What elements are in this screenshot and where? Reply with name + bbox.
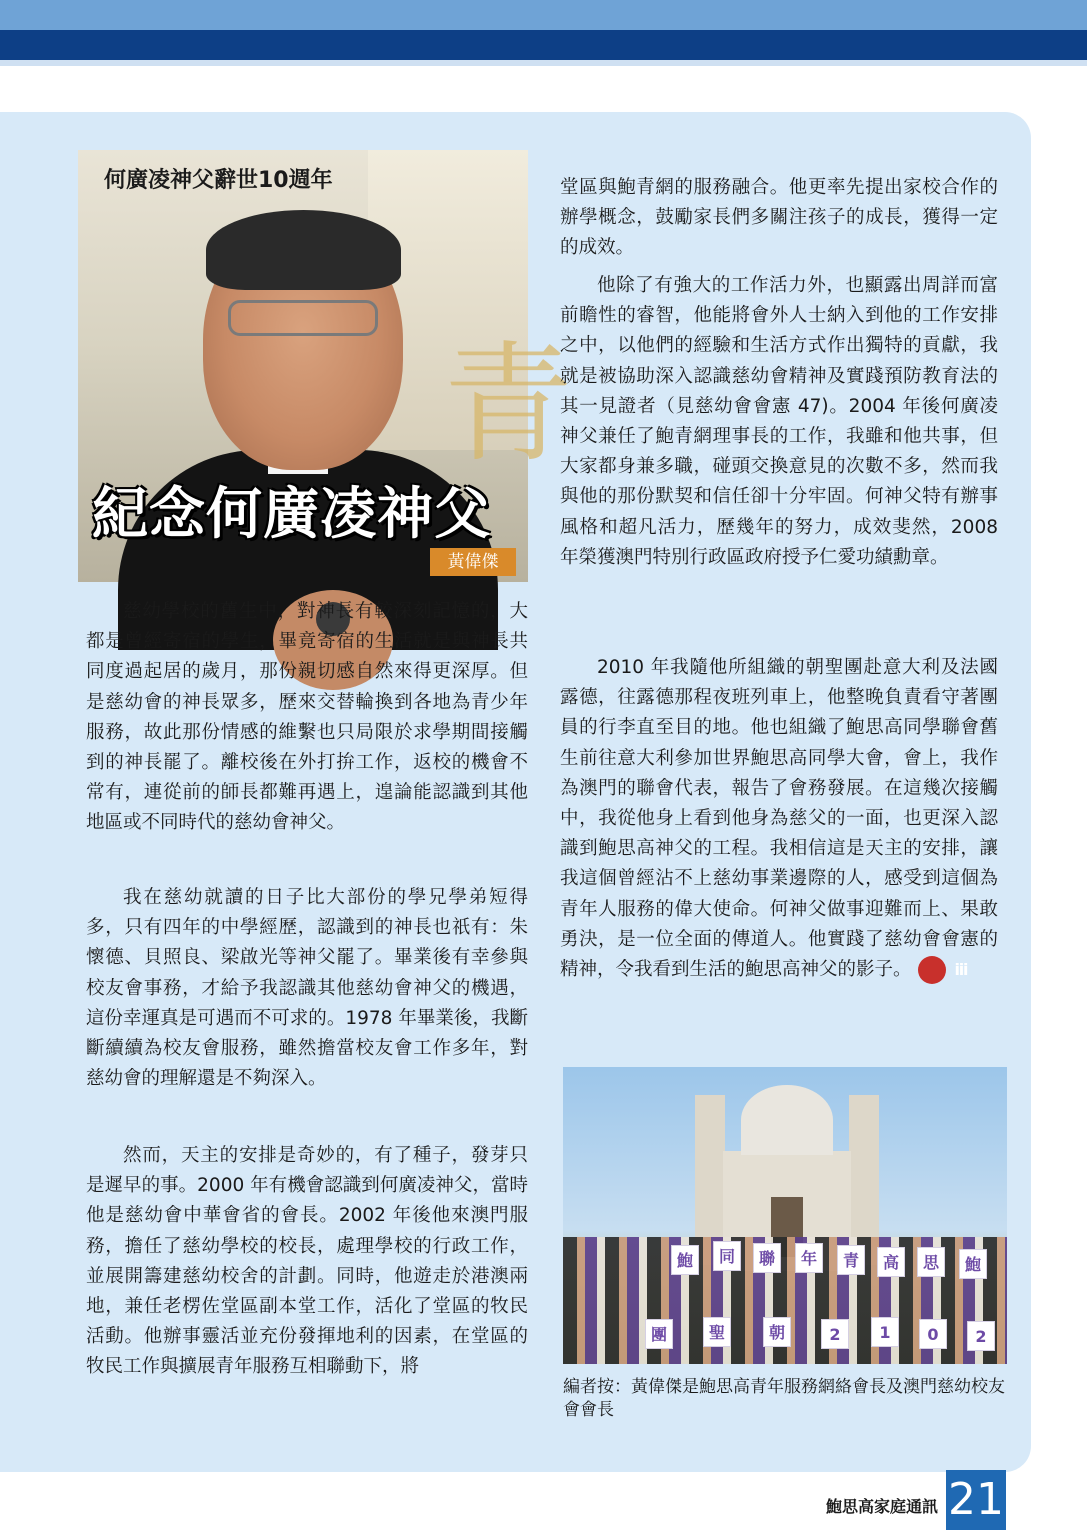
author-badge: 黃偉傑 <box>430 548 516 576</box>
group-sign: 朝 <box>763 1317 791 1347</box>
right-paragraph-1: 堂區與鮑青網的服務融合。他更率先提出家校合作的辦學概念，鼓勵家長們多關注孩子的成長，獲得一定的成效。 <box>560 177 998 259</box>
article-kicker: 何廣凌神父辭世10週年 <box>104 168 333 193</box>
group-sign: 鮑 <box>671 1245 699 1275</box>
group-sign: 聯 <box>753 1243 781 1273</box>
group-sign: 團 <box>645 1319 673 1349</box>
group-sign: 2 <box>821 1319 849 1349</box>
top-band-line <box>0 60 1087 66</box>
hero-banner-char: 青 <box>443 328 574 480</box>
group-sign: 高 <box>877 1247 905 1277</box>
group-sign: 年 <box>795 1243 823 1273</box>
top-band-dark <box>0 30 1087 60</box>
article-title: 紀念何廣凌神父 <box>92 481 491 547</box>
group-sign: 聖 <box>703 1317 731 1347</box>
hero-glasses <box>228 300 378 336</box>
left-paragraph-1: 慈幼學校的舊生中，對神長有較深刻記憶的，大都是曾經寄宿的學生，畢竟寄宿的生活就是與神長共同度過起居的歲月，那份親切感自然來得更深厚。但是慈幼會的神長眾多，歷來交替輪換到各地為青少年服務，故此那份情感的維繫也只局限於求學期間接觸到的神長罷了。離校後在外打拚工作，返校的機會不常有，連從前的師長都難再遇上，遑論能認識到其他地區或不同時代的慈幼會神父。 <box>86 601 528 834</box>
group-sign: 思 <box>917 1247 945 1277</box>
hero-priest-hair <box>206 210 401 290</box>
group-sign: 0 <box>919 1319 947 1349</box>
left-paragraph-2: 我在慈幼就讀的日子比大部份的學兄學弟短得多，只有四年的中學經歷，認識到的神長也祇有：朱懷德、貝照良、梁啟光等神父罷了。畢業後有幸參與校友會事務，才給予我認識其他慈幼會神父的機遇，這份幸運真是可遇而不可求的。1978 年畢業後，我斷斷續續為校友會服務，雖然擔當校友會工作多年，對慈幼會的理解還是不夠深入。 <box>86 887 528 1090</box>
publication-name: 鮑思高家庭通訊 <box>826 1497 939 1516</box>
group-photo <box>563 1067 1007 1364</box>
group-sign: 1 <box>871 1317 899 1347</box>
group-sign: 同 <box>713 1241 741 1271</box>
right-paragraph-2: 他除了有強大的工作活力外，也顯露出周詳而富前瞻性的睿智，他能將會外人士納入到他的工作安排之中，以他們的經驗和生活方式作出獨特的貢獻，我就是被協助深入認識慈幼會精神及實踐預防教育法的其一見證者（見慈幼會會憲 47)。2004 年後何廣凌神父兼任了鮑青網理事長的工作，我雖和他共事，但大家都身兼多職，碰頭交換意見的次數不多，然而我與他的那份默契和信任卻十分牢固。何神父特有辦事風格和超凡活力，歷幾年的努力，成效斐然，2008 年榮獲澳門特別行政區政府授予仁愛功績勳章。 <box>560 275 998 568</box>
page-number: 21 <box>946 1470 1006 1530</box>
group-sign: 鮑 <box>959 1249 987 1279</box>
left-paragraph-3: 然而，天主的安排是奇妙的，有了種子，發芽只是遲早的事。2000 年有機會認識到何廣凌神父，當時他是慈幼會中華會省的會長。2002 年後他來澳門服務，擔任了慈幼學校的校長，處理學校的行政工作，並展開籌建慈幼校舍的計劃。同時，他遊走於港澳兩地，兼任老楞佐堂區副本堂工作，活化了堂區的牧民活動。他辦事靈活並充份發揮地利的因素，在堂區的牧民工作與擴展青年服務互相聯動下，將 <box>86 1145 528 1378</box>
group-sign: 2 <box>967 1321 995 1351</box>
right-paragraph-3-text: 2010 年我隨他所組織的朝聖團赴意大利及法國露德，往露德那程夜班列車上，他整晚負責看守著團員的行李直至目的地。他也組織了鮑思高同學聯會舊生前往意大利參加世界鮑思高同學大會，會上，我作為澳門的聯會代表，報告了會務發展。在這幾次接觸中，我從他身上看到他身為慈父的一面，也更深入認識到鮑思高神父的工程。我相信這是天主的安排，讓我這個曾經沾不上慈幼事業邊際的人，感受到這個為青年人服務的偉大使命。何神父做事迎難而上、果敢勇決，是一位全面的傳道人。他實踐了慈幼會會憲的精神，令我看到生活的鮑思高神父的影子。 <box>560 657 998 981</box>
church-dome <box>741 1085 833 1155</box>
photo-caption: 編者按：黃偉傑是鮑思高青年服務網絡會長及澳門慈幼校友會會長 <box>563 1377 1005 1420</box>
right-paragraph-3 <box>560 653 998 985</box>
salesian-logo-icon: ⅲ <box>918 956 946 984</box>
group-sign: 青 <box>837 1245 865 1275</box>
